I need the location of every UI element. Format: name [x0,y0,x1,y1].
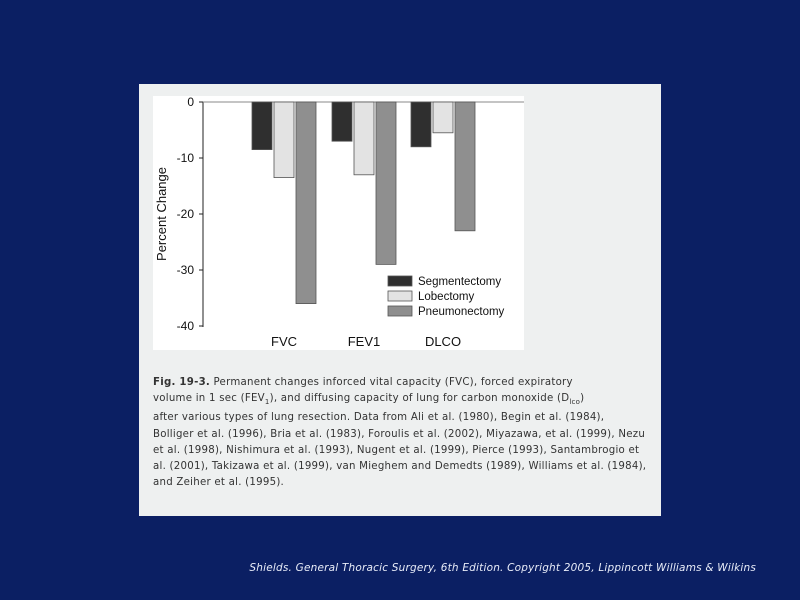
caption-label: Fig. 19-3. [153,377,211,388]
bar-segmentectomy-fev1 [332,102,352,141]
legend-label-pneumonectomy: Pneumonectomy [418,306,505,318]
caption-line2-post: ) [580,393,585,405]
caption-line1: Permanent changes inforced vital capacity (FVC), forced expiratory [213,377,573,388]
bar-segmentectomy-fvc [252,102,272,150]
y-tick-label: -30 [176,263,194,277]
bar-pneumonectomy-fev1 [376,102,396,264]
y-axis-title: Percent Change [154,167,169,261]
caption-body: after various types of lung resection. Data from Ali et al. (1980), Begin et al. (1984), Bolliger et al. (1996), Bria et al. (1983), Foroulis et al. (2002), Miyazawa, et al. (1999), Nezu et al. (1998), Nishimura et al. (1993), Nugent et al. (1999), Pierce (1993), Santambrogio et al. (2001), Takizawa et al. (1999), van Mieghem and Demedts (1989), Williams et al. (1984), and Zeiher et al. (1995). [153,412,647,489]
legend-swatch-segmentectomy [388,276,412,286]
source-credit: Shields. General Thoracic Surgery, 6th Edition. Copyright 2005, Lippincott Williams & Wilkins [249,562,756,574]
y-tick-label: -20 [176,207,194,221]
x-category-label: FEV1 [347,334,381,349]
bar-chart [139,84,661,362]
bar-pneumonectomy-dlco [455,102,475,231]
legend-swatch-pneumonectomy [388,306,412,316]
figure-panel [139,84,661,516]
caption-line2-mid: ), and diffusing capacity of lung for carbon monoxide (D [269,393,570,405]
y-tick-label: -40 [176,319,194,333]
bar-lobectomy-dlco [433,102,453,133]
bar-lobectomy-fev1 [354,102,374,175]
bar-segmentectomy-dlco [411,102,431,147]
y-tick-label: -10 [176,151,194,165]
x-category-label: DLCO [424,334,462,349]
bar-lobectomy-fvc [274,102,294,178]
legend-label-lobectomy: Lobectomy [418,291,475,303]
caption-sub-dlco: lco [569,398,581,407]
caption-line2-pre: volume in 1 sec (FEV [153,393,265,405]
bar-pneumonectomy-fvc [296,102,316,304]
caption-sub-fev: 1 [264,398,270,407]
legend-label-segmentectomy: Segmentectomy [418,276,502,288]
figure-caption [153,375,647,491]
legend-swatch-lobectomy [388,291,412,301]
x-category-label: FVC [271,334,297,349]
y-tick-label: 0 [187,95,194,109]
